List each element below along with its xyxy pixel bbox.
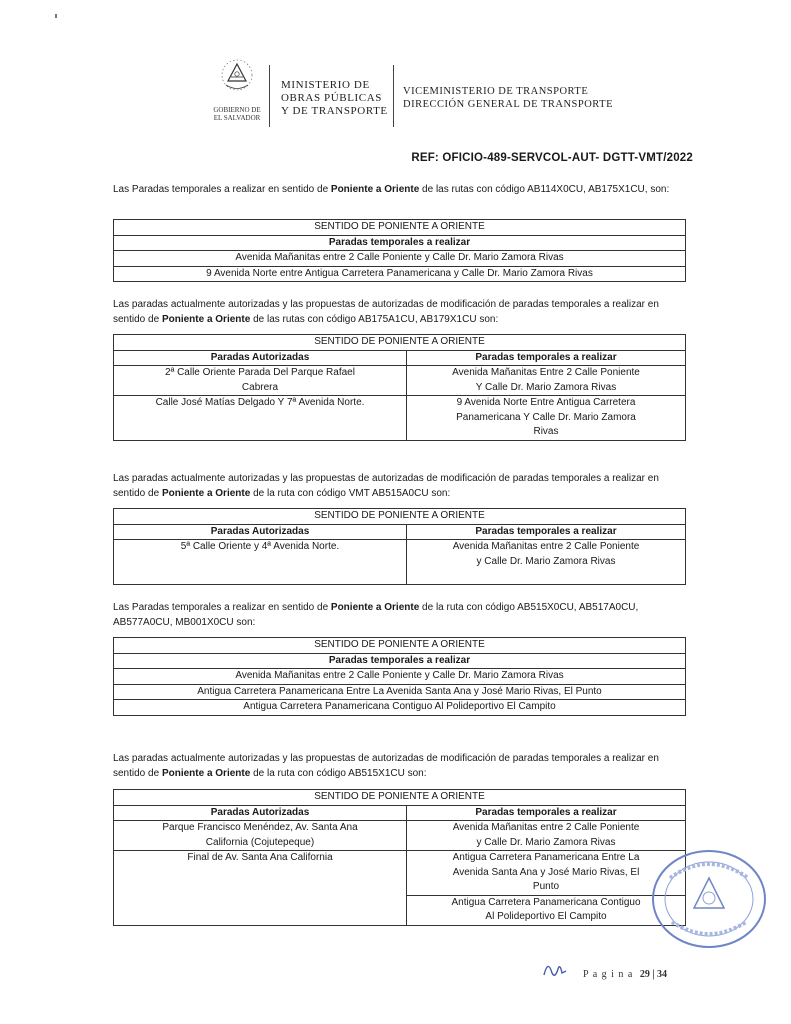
table-cell: Antigua Carretera Panamericana Entre La Avenida Santa Ana y José Mario Rivas, El Punto	[114, 684, 686, 700]
scan-mark	[55, 14, 57, 18]
table-cell: Antigua Carretera Panamericana Contiguo Al Polideportivo El Campito	[114, 700, 686, 716]
intro-text: de las rutas con código AB114X0CU, AB175X1CU, son:	[419, 184, 670, 195]
column-header: Paradas Autorizadas	[114, 805, 407, 821]
table-cell: 9 Avenida Norte entre Antigua Carretera Panamericana y Calle Dr. Mario Zamora Rivas	[114, 266, 686, 282]
table-title: SENTIDO DE PONIENTE A ORIENTE	[114, 509, 686, 525]
direction-text: Poniente a Oriente	[161, 767, 251, 779]
column-header: Paradas temporales a realizar	[407, 350, 686, 366]
section-intro	[113, 298, 688, 327]
seal-caption-line: GOBIERNO DE	[213, 106, 261, 114]
table-cell: Avenida Mañanitas entre 2 Calle Poniente y Calle Dr. Mario Zamora Rivas	[114, 669, 686, 685]
header-divider	[269, 65, 270, 127]
header-divider	[393, 65, 394, 127]
intro-text: de las rutas con código AB175A1CU, AB179X1CU son:	[250, 313, 499, 325]
section-intro	[113, 472, 688, 501]
intro-text: de la ruta con código AB515X1CU son:	[250, 767, 427, 779]
table-cell: 2ª Calle Oriente Parada Del Parque Rafael Cabrera	[114, 366, 407, 396]
intro-text: Las paradas actualmente autorizadas y las propuestas de autorizadas de modificación de paradas temporales a realizar en sentido de	[113, 473, 659, 499]
table-cell: Avenida Mañanitas entre 2 Calle Poniente y Calle Dr. Mario Zamora Rivas	[114, 251, 686, 267]
seal-emblem	[205, 55, 269, 122]
table-cell: Avenida Mañanitas entre 2 Calle Poniente y Calle Dr. Mario Zamora Rivas	[407, 821, 686, 851]
page-label: P a g i n a	[583, 969, 634, 980]
column-header: Paradas Autorizadas	[114, 350, 407, 366]
ministry-name	[281, 79, 388, 118]
column-header: Paradas temporales a realizar	[407, 524, 686, 540]
table-cell: Antigua Carretera Panamericana Contiguo Al Polideportivo El Campito	[407, 895, 686, 925]
stops-table	[113, 637, 686, 716]
stops-table	[113, 334, 686, 441]
table-subtitle: Paradas temporales a realizar	[114, 235, 686, 251]
page-footer	[537, 969, 667, 980]
vice-ministry-line: VICEMINISTERIO DE TRANSPORTE	[403, 86, 589, 97]
stops-table	[113, 219, 686, 282]
column-header: Paradas Autorizadas	[114, 524, 407, 540]
seal-caption	[205, 106, 269, 122]
intro-text: Las Paradas temporales a realizar en sentido de	[113, 602, 331, 613]
ministry-line: Y DE TRANSPORTE	[281, 105, 388, 117]
official-stamp	[650, 848, 768, 950]
directorate-line: DIRECCIÓN GENERAL DE TRANSPORTE	[403, 99, 613, 110]
table-title: SENTIDO DE PONIENTE A ORIENTE	[114, 335, 686, 351]
stops-table	[113, 508, 686, 585]
table-cell: Parque Francisco Menéndez, Av. Santa Ana California (Cojutepeque)	[114, 821, 407, 851]
page-number: 29 | 34	[639, 969, 668, 980]
stamp-seal-icon	[650, 848, 768, 950]
intro-text: Las paradas actualmente autorizadas y las propuestas de autorizadas de modificación de paradas temporales a realizar en sentido de	[113, 299, 659, 325]
section-intro	[113, 752, 688, 781]
direction-text: Poniente a Oriente	[330, 602, 420, 613]
stops-table	[113, 789, 686, 926]
intro-text: Las Paradas temporales a realizar en sentido de	[113, 184, 331, 195]
table-title: SENTIDO DE PONIENTE A ORIENTE	[114, 638, 686, 654]
direction-text: Poniente a Oriente	[161, 313, 251, 325]
table-cell: 9 Avenida Norte Entre Antigua Carretera Panamericana Y Calle Dr. Mario Zamora Rivas	[407, 396, 686, 441]
coat-of-arms-icon	[217, 55, 257, 99]
table-cell: 5ª Calle Oriente y 4ª Avenida Norte.	[114, 540, 407, 585]
vice-ministry-name	[403, 85, 613, 111]
table-cell: Calle José Matías Delgado Y 7ª Avenida Norte.	[114, 396, 407, 441]
table-cell: Antigua Carretera Panamericana Entre La Avenida Santa Ana y José Mario Rivas, El Punto	[407, 851, 686, 896]
table-cell: Final de Av. Santa Ana California	[114, 851, 407, 926]
table-title: SENTIDO DE PONIENTE A ORIENTE	[114, 790, 686, 806]
intro-text: de la ruta con código AB515X0CU, AB517A0CU, AB577A0CU, MB001X0CU son:	[113, 602, 639, 628]
section-intro	[113, 183, 688, 198]
direction-text: Poniente a Oriente	[330, 184, 420, 195]
direction-text: Poniente a Oriente	[161, 487, 251, 499]
table-subtitle: Paradas temporales a realizar	[114, 653, 686, 669]
table-cell: Avenida Mañanitas entre 2 Calle Poniente y Calle Dr. Mario Zamora Rivas	[407, 540, 686, 585]
ministry-line: MINISTERIO DE	[281, 79, 370, 91]
table-title: SENTIDO DE PONIENTE A ORIENTE	[114, 220, 686, 236]
table-cell: Avenida Mañanitas Entre 2 Calle Poniente Y Calle Dr. Mario Zamora Rivas	[407, 366, 686, 396]
section-intro	[113, 601, 688, 630]
column-header: Paradas temporales a realizar	[407, 805, 686, 821]
intro-text: Las paradas actualmente autorizadas y las propuestas de autorizadas de modificación de paradas temporales a realizar en sentido de	[113, 753, 659, 779]
seal-caption-line: EL SALVADOR	[213, 114, 261, 122]
ministry-line: OBRAS PÚBLICAS	[281, 92, 383, 104]
reference-number: REF: OFICIO-489-SERVCOL-AUT- DGTT-VMT/2022	[411, 152, 693, 164]
intro-text: de la ruta con código VMT AB515A0CU son:	[250, 487, 451, 499]
